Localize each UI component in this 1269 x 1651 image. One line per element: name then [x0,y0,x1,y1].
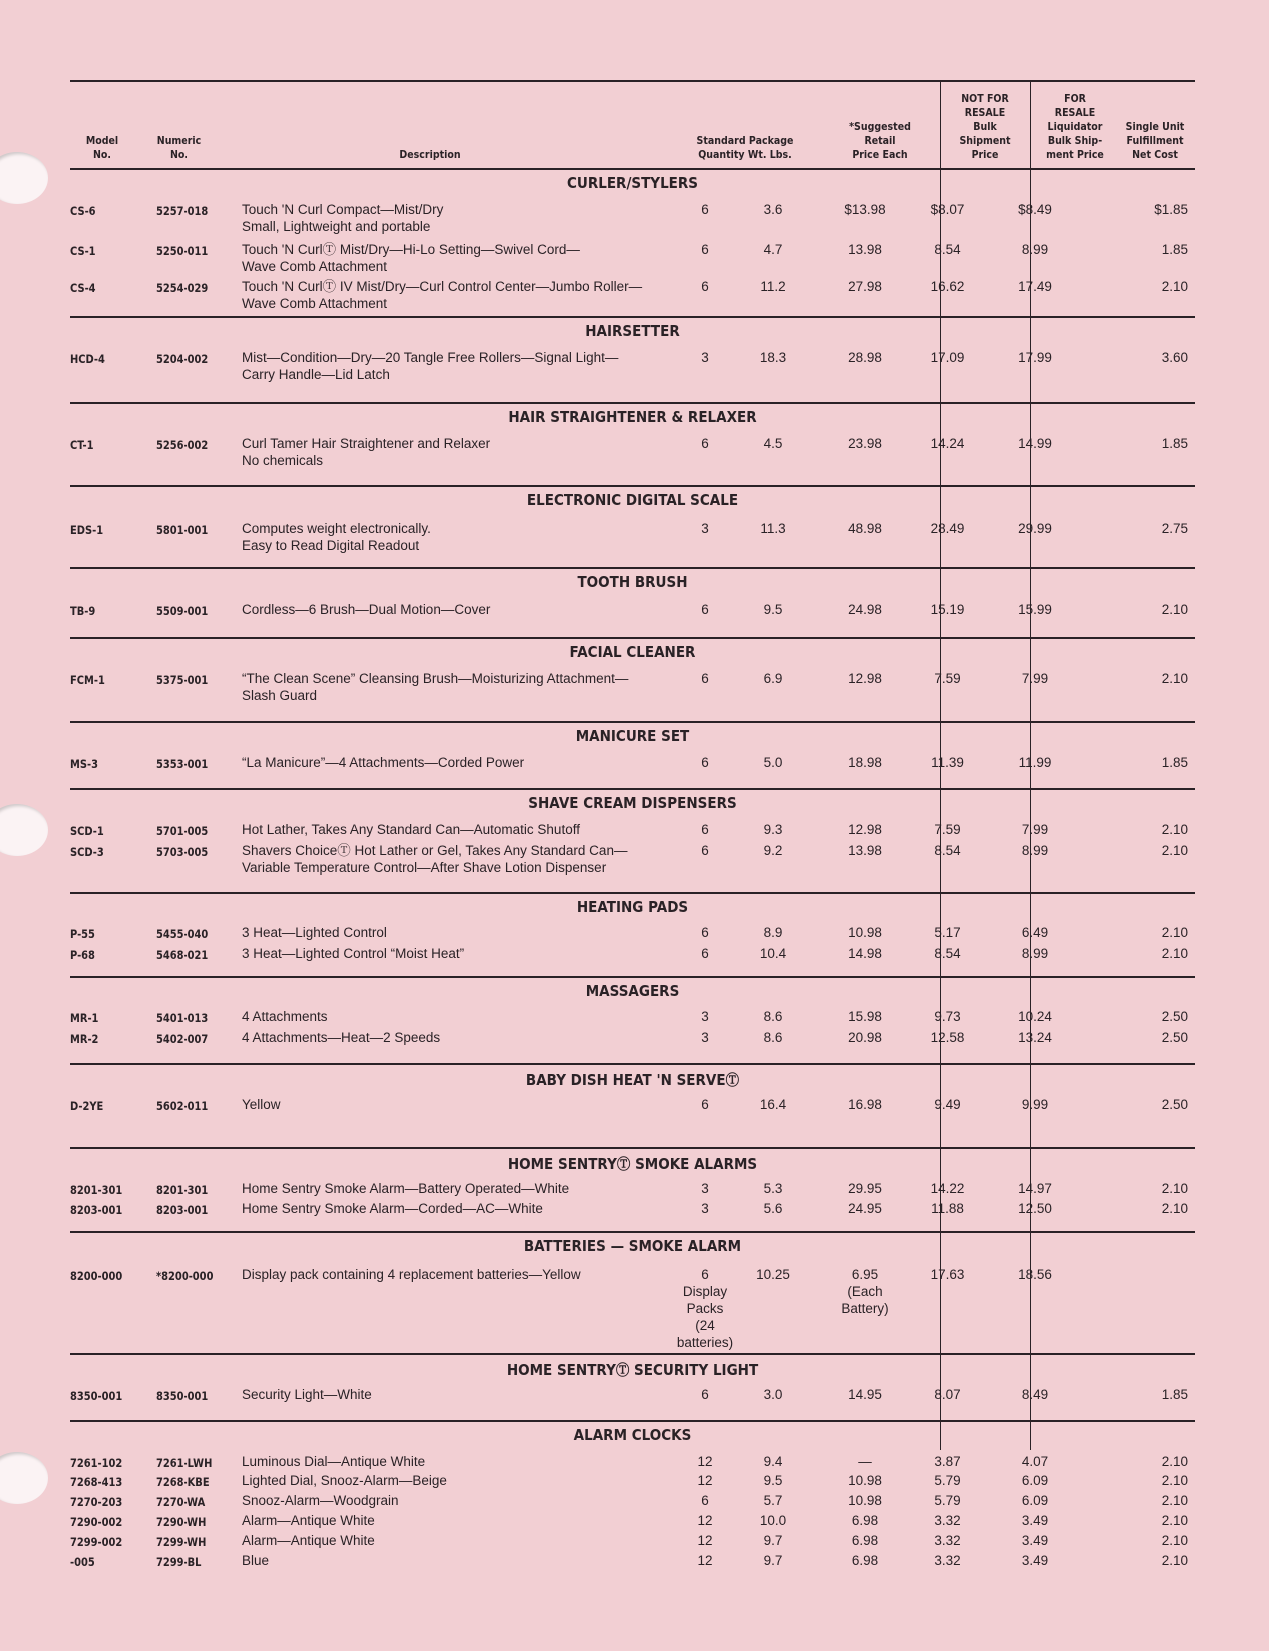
single-unit-cost: 2.10 [1161,1473,1188,1488]
section-title: ELECTRONIC DIGITAL SCALE [526,491,739,509]
section-separator [70,721,1195,723]
not-for-resale-price: 7.59 [934,822,961,837]
section-separator [70,485,1195,487]
not-for-resale-price: 9.49 [934,1097,961,1112]
table-row [70,945,1195,985]
single-unit-cost: 1.85 [1161,242,1188,257]
section-separator [70,1147,1195,1149]
liquidator-price: 4.07 [1021,1454,1049,1469]
model-number: CS-6 [70,204,96,218]
numeric-number: 5455-040 [156,927,209,941]
section-title: FACIAL CLEANER [569,643,696,661]
not-for-resale-price: 7.59 [934,671,961,686]
package-weight: 11.3 [760,521,786,536]
not-for-resale-price: 5.79 [934,1473,961,1488]
liquidator-price: 15.99 [1018,602,1052,617]
package-quantity: 6 [701,755,709,770]
table-row [70,520,1195,560]
description: 3 Heat—Lighted Control “Moist Heat” [242,946,465,961]
liquidator-price: 8.99 [1021,242,1049,257]
suggested-retail-price: 10.98 [848,1473,882,1488]
liquidator-price: 12.50 [1018,1201,1052,1216]
single-unit-cost: 2.10 [1161,1493,1188,1508]
numeric-number: 5353-001 [156,757,209,771]
suggested-retail-price: 24.98 [848,602,882,617]
section-title: HAIRSETTER [585,322,680,340]
suggested-retail-price: 10.98 [848,925,882,940]
liquidator-price: 17.49 [1018,279,1052,294]
single-unit-cost: 2.10 [1161,946,1188,961]
section-title: HOME SENTRYⓉ SMOKE ALARMS [507,1155,758,1173]
suggested-retail-price: 24.95 [848,1201,882,1216]
section-title: CURLER/STYLERS [566,174,699,192]
suggested-retail-price: 28.98 [848,350,882,365]
model-number: 8200-000 [70,1269,123,1283]
numeric-number: 7290-WH [156,1515,207,1529]
single-unit-cost: 2.10 [1161,1513,1188,1528]
model-number: 8203-001 [70,1203,123,1217]
suggested-retail-price: 20.98 [848,1030,882,1045]
package-quantity: 12 [697,1533,713,1548]
package-quantity: 6 [701,202,709,217]
liquidator-price: 17.99 [1018,350,1052,365]
model-number: 8350-001 [70,1389,123,1403]
liquidator-price: 3.49 [1021,1533,1049,1548]
section-separator [70,892,1195,894]
single-unit-cost: 2.50 [1161,1030,1188,1045]
numeric-number: 7299-BL [156,1555,202,1569]
single-unit-cost: 2.10 [1161,1201,1188,1216]
package-weight: 11.2 [760,279,786,294]
suggested-retail-price: 6.95 (Each Battery) [841,1267,889,1316]
table-row [70,842,1195,882]
numeric-number: 5701-005 [156,824,209,838]
not-for-resale-price: 9.73 [934,1009,961,1024]
package-quantity: 3 [701,1201,709,1216]
package-quantity: 6 [701,436,709,451]
not-for-resale-price: $8.07 [930,202,965,217]
suggested-retail-price: $13.98 [844,202,886,217]
package-quantity: 12 [697,1553,713,1568]
model-number: P-68 [70,948,95,962]
section-title: HOME SENTRYⓉ SECURITY LIGHT [506,1361,759,1379]
section-separator [70,788,1195,790]
numeric-number: 5401-013 [156,1011,209,1025]
liquidator-price: 14.99 [1018,436,1052,451]
package-quantity: 3 [701,1009,709,1024]
model-number: MR-2 [70,1032,99,1046]
suggested-retail-price: 6.98 [851,1553,879,1568]
table-row [70,278,1195,318]
header-standard-package: Standard Package Quantity Wt. Lbs. [696,134,794,161]
suggested-retail-price: — [858,1454,872,1469]
section-separator [70,1063,1195,1065]
suggested-retail-price: 27.98 [848,279,882,294]
package-quantity: 6 [701,279,709,294]
model-number: MS-3 [70,757,98,771]
not-for-resale-price: 5.17 [934,925,961,940]
description: Alarm—Antique White [242,1533,375,1548]
description: Touch 'N CurlⓉ Mist/Dry—Hi-Lo Setting—Swivel Cord— Wave Comb Attachment [242,242,580,274]
section-separator [70,1420,1195,1422]
suggested-retail-price: 12.98 [848,671,882,686]
package-quantity: 6 [701,1387,709,1402]
numeric-number: *8200-000 [156,1269,214,1283]
suggested-retail-price: 13.98 [848,242,882,257]
package-weight: 8.6 [763,1009,783,1024]
numeric-number: 5801-001 [156,523,209,537]
numeric-number: 5204-002 [156,352,209,366]
model-number: 8201-301 [70,1183,123,1197]
liquidator-price: 7.99 [1021,671,1049,686]
table-row [70,670,1195,710]
table-row [70,435,1195,475]
model-number: 7299-002 [70,1535,123,1549]
package-weight: 18.3 [759,350,787,365]
model-number: CT-1 [70,438,94,452]
model-number: SCD-3 [70,845,104,859]
package-quantity: 3 [701,1181,709,1196]
package-weight: 10.4 [759,946,787,961]
numeric-number: 5254-029 [156,281,209,295]
single-unit-cost: 2.50 [1161,1009,1188,1024]
section-title: MASSAGERS [585,982,680,1000]
single-unit-cost: 2.75 [1161,521,1188,536]
not-for-resale-price: 3.32 [934,1533,961,1548]
numeric-number: 5402-007 [156,1032,209,1046]
suggested-retail-price: 16.98 [848,1097,882,1112]
section-title: HEATING PADS [576,898,689,916]
numeric-number: 5468-021 [156,948,209,962]
single-unit-cost: 2.10 [1161,1533,1188,1548]
header-single-unit: Single Unit Fulfillment Net Cost [1125,120,1185,161]
numeric-number: 8201-301 [156,1183,209,1197]
section-title: TOOTH BRUSH [577,573,688,591]
package-quantity: 6 [701,242,709,257]
section-separator [70,402,1195,404]
table-row [70,1096,1195,1136]
liquidator-price: $8.49 [1018,202,1052,217]
model-number: EDS-1 [70,523,104,537]
header-numeric: Numeric No. [156,134,202,161]
description: Home Sentry Smoke Alarm—Corded—AC—White [242,1201,543,1216]
single-unit-cost: 3.60 [1161,350,1188,365]
numeric-number: 7268-KBE [156,1475,210,1489]
package-weight: 9.5 [763,602,783,617]
description: “The Clean Scene” Cleansing Brush—Moisturizing Attachment— Slash Guard [242,671,629,703]
numeric-number: 5509-001 [156,604,209,618]
table-row [70,1266,1195,1350]
package-quantity: 12 [697,1454,713,1469]
description: Cordless—6 Brush—Dual Motion—Cover [242,602,491,617]
model-number: 7270-203 [70,1495,123,1509]
description: Hot Lather, Takes Any Standard Can—Automatic Shutoff [242,822,580,837]
description: Touch 'N CurlⓉ IV Mist/Dry—Curl Control Center—Jumbo Roller— Wave Comb Attachment [242,279,643,311]
single-unit-cost: 2.10 [1161,1454,1188,1469]
single-unit-cost: 1.85 [1161,1387,1188,1402]
package-weight: 5.3 [763,1181,783,1196]
package-weight: 9.2 [763,843,783,858]
description: Mist—Condition—Dry—20 Tangle Free Rollers—Signal Light— Carry Handle—Lid Latch [242,350,619,382]
model-number: 7261-102 [70,1456,123,1470]
package-weight: 10.0 [759,1513,787,1528]
not-for-resale-price: 11.39 [931,755,964,770]
model-number: -005 [70,1555,95,1569]
package-quantity: 6 [701,843,709,858]
numeric-number: 5375-001 [156,673,209,687]
package-weight: 8.6 [763,1030,783,1045]
numeric-number: 7270-WA [156,1495,206,1509]
package-weight: 9.7 [763,1553,783,1568]
not-for-resale-price: 8.54 [934,843,961,858]
section-separator [70,1231,1195,1233]
package-weight: 9.7 [763,1533,783,1548]
description: Computes weight electronically. Easy to Read Digital Readout [242,521,431,553]
package-weight: 5.0 [763,755,783,770]
section-title: BABY DISH HEAT 'N SERVEⓉ [525,1071,740,1089]
not-for-resale-price: 17.63 [930,1267,965,1282]
package-quantity: 6 [701,925,709,940]
section-separator [70,1353,1195,1355]
description: Luminous Dial—Antique White [242,1454,426,1469]
header-suggested-retail: *Suggested Retail Price Each [849,120,911,161]
description: Display pack containing 4 replacement batteries—Yellow [242,1267,581,1282]
liquidator-price: 3.49 [1021,1553,1049,1568]
liquidator-price: 8.49 [1021,1387,1049,1402]
description: Alarm—Antique White [242,1513,375,1528]
not-for-resale-price: 14.24 [930,436,965,451]
numeric-number: 5257-018 [156,204,209,218]
not-for-resale-price: 8.54 [934,946,961,961]
single-unit-cost: 2.10 [1161,1181,1188,1196]
model-number: CS-1 [70,244,96,258]
suggested-retail-price: 14.95 [848,1387,882,1402]
liquidator-price: 8.99 [1021,843,1049,858]
package-quantity: 6 [701,1493,709,1508]
binder-hole-bottom [0,1452,48,1504]
single-unit-cost: 2.10 [1161,1553,1188,1568]
header-description: Description [399,148,461,161]
model-number: D-2YE [70,1099,104,1113]
section-title: ALARM CLOCKS [573,1426,692,1444]
liquidator-price: 14.97 [1018,1181,1052,1196]
liquidator-price: 29.99 [1018,521,1052,536]
suggested-retail-price: 29.95 [848,1181,882,1196]
description: Touch 'N Curl Compact—Mist/Dry Small, Lightweight and portable [242,202,444,234]
not-for-resale-price: 8.07 [934,1387,961,1402]
package-weight: 3.0 [763,1387,783,1402]
suggested-retail-price: 18.98 [848,755,882,770]
description: 3 Heat—Lighted Control [242,925,387,940]
package-weight: 4.5 [763,436,783,451]
package-weight: 16.4 [759,1097,787,1112]
not-for-resale-price: 11.88 [931,1201,964,1216]
table-row [70,241,1195,281]
numeric-number: 5703-005 [156,845,209,859]
model-number: FCM-1 [70,673,105,687]
suggested-retail-price: 6.98 [851,1513,879,1528]
description: Home Sentry Smoke Alarm—Battery Operated—White [242,1181,570,1196]
suggested-retail-price: 15.98 [848,1009,882,1024]
section-separator [70,976,1195,978]
package-quantity: 12 [697,1473,713,1488]
package-quantity: 6 [701,946,709,961]
not-for-resale-price: 16.62 [930,279,965,294]
suggested-retail-price: 12.98 [848,822,882,837]
description: Shavers ChoiceⓉ Hot Lather or Gel, Takes Any Standard Can— Variable Temperature Control—After Shave Lotion Dispenser [242,843,628,875]
header-model: Model No. [85,134,119,161]
suggested-retail-price: 23.98 [848,436,882,451]
liquidator-price: 18.56 [1018,1267,1052,1282]
suggested-retail-price: 10.98 [848,1493,882,1508]
liquidator-price: 13.24 [1018,1030,1052,1045]
package-quantity: 12 [697,1513,713,1528]
not-for-resale-price: 14.22 [930,1181,965,1196]
description: 4 Attachments—Heat—2 Speeds [242,1030,441,1045]
single-unit-cost: 2.10 [1161,925,1188,940]
section-separator [70,637,1195,639]
description: Yellow [242,1097,281,1112]
section-title: HAIR STRAIGHTENER & RELAXER [508,408,757,426]
package-quantity: 3 [701,1030,709,1045]
not-for-resale-price: 12.58 [930,1030,965,1045]
header-not-for-resale: NOT FOR RESALE Bulk Shipment Price [959,92,1011,161]
liquidator-price: 3.49 [1021,1513,1049,1528]
model-number: P-55 [70,927,95,941]
package-weight: 5.7 [763,1493,783,1508]
numeric-number: 8350-001 [156,1389,209,1403]
not-for-resale-price: 15.19 [930,602,965,617]
package-weight: 9.3 [763,822,783,837]
package-quantity: 3 [701,521,709,536]
description: “La Manicure”—4 Attachments—Corded Power [242,755,525,770]
not-for-resale-price: 3.32 [934,1553,961,1568]
liquidator-price: 6.09 [1021,1493,1049,1508]
liquidator-price: 10.24 [1018,1009,1052,1024]
numeric-number: 5256-002 [156,438,209,452]
package-weight: 5.6 [763,1201,783,1216]
package-weight: 8.9 [763,925,783,940]
header-for-resale: FOR RESALE Liquidator Bulk Ship- ment Price [1046,92,1104,161]
description: Lighted Dial, Snooz-Alarm—Beige [242,1473,447,1488]
not-for-resale-price: 8.54 [934,242,961,257]
numeric-number: 5602-011 [156,1099,209,1113]
section-title: MANICURE SET [575,727,690,745]
numeric-number: 7261-LWH [156,1456,213,1470]
section-separator [70,316,1195,318]
package-quantity: 6 [701,671,709,686]
binder-hole-middle [0,804,48,856]
suggested-retail-price: 6.98 [851,1533,879,1548]
package-weight: 9.5 [763,1473,783,1488]
table-row [70,1552,1195,1592]
model-number: HCD-4 [70,352,105,366]
numeric-number: 7299-WH [156,1535,207,1549]
section-title: SHAVE CREAM DISPENSERS [528,794,737,812]
not-for-resale-price: 3.87 [934,1454,961,1469]
not-for-resale-price: 17.09 [930,350,965,365]
model-number: 7268-413 [70,1475,123,1489]
liquidator-price: 6.49 [1021,925,1049,940]
description: Curl Tamer Hair Straightener and Relaxer No chemicals [242,436,491,468]
not-for-resale-price: 3.32 [934,1513,961,1528]
liquidator-price: 7.99 [1021,822,1049,837]
liquidator-price: 6.09 [1021,1473,1049,1488]
package-weight: 3.6 [763,202,783,217]
section-title: BATTERIES — SMOKE ALARM [523,1237,742,1255]
suggested-retail-price: 13.98 [848,843,882,858]
suggested-retail-price: 14.98 [848,946,882,961]
package-quantity: 6 Display Packs (24 batteries) [676,1267,734,1350]
liquidator-price: 11.99 [1018,755,1052,770]
package-weight: 10.25 [756,1267,790,1282]
table-row [70,601,1195,641]
single-unit-cost: 2.10 [1161,822,1188,837]
description: 4 Attachments [242,1009,328,1024]
table-row [70,1200,1195,1240]
description: Snooz-Alarm—Woodgrain [242,1493,399,1508]
package-quantity: 3 [701,350,709,365]
section-separator [70,567,1195,569]
single-unit-cost: 2.10 [1161,671,1188,686]
liquidator-price: 9.99 [1021,1097,1049,1112]
model-number: TB-9 [70,604,96,618]
not-for-resale-price: 5.79 [934,1493,961,1508]
binder-hole-top [0,152,48,204]
package-quantity: 6 [701,822,709,837]
model-number: SCD-1 [70,824,104,838]
model-number: MR-1 [70,1011,99,1025]
single-unit-cost: 2.10 [1161,602,1188,617]
description: Blue [242,1553,270,1568]
package-quantity: 6 [701,602,709,617]
table-header [70,80,1195,170]
numeric-number: 5250-011 [156,244,209,258]
description: Security Light—White [242,1387,372,1402]
table-row [70,201,1195,241]
model-number: CS-4 [70,281,96,295]
single-unit-cost: 2.10 [1161,279,1188,294]
package-weight: 4.7 [763,242,783,257]
table-row [70,349,1195,389]
single-unit-cost: 2.50 [1161,1097,1188,1112]
package-weight: 6.9 [763,671,783,686]
not-for-resale-price: 28.49 [930,521,965,536]
package-quantity: 6 [701,1097,709,1112]
liquidator-price: 8.99 [1021,946,1049,961]
model-number: 7290-002 [70,1515,123,1529]
single-unit-cost: 2.10 [1161,843,1188,858]
suggested-retail-price: 48.98 [848,521,882,536]
single-unit-cost: $1.85 [1154,202,1188,217]
numeric-number: 8203-001 [156,1203,209,1217]
single-unit-cost: 1.85 [1161,436,1188,451]
package-weight: 9.4 [763,1454,783,1469]
single-unit-cost: 1.85 [1161,755,1188,770]
